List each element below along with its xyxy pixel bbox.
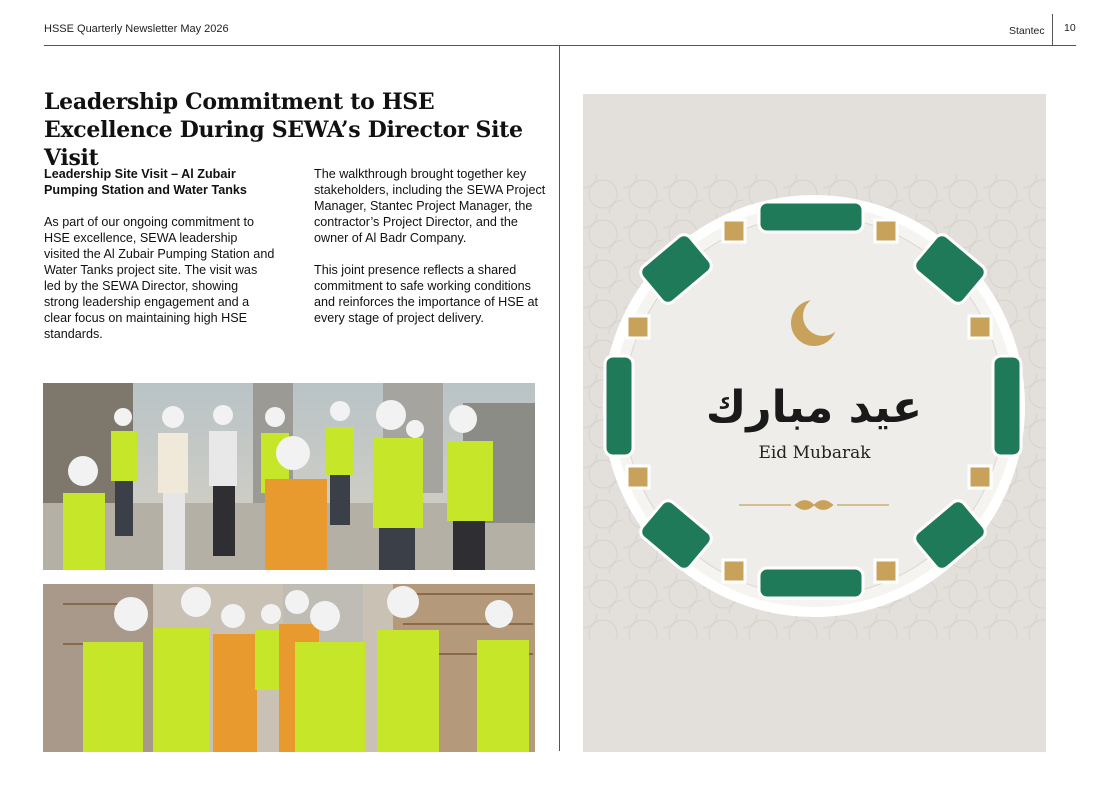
eid-arabic-calligraphy: عيد مبارك bbox=[705, 382, 923, 433]
article-column-2 bbox=[314, 166, 546, 342]
article-title: Leadership Commitment to HSE Excellence During SEWA’s Director Site Visit bbox=[44, 89, 523, 171]
newsletter-title: HSSE Quarterly Newsletter May 2026 bbox=[44, 23, 229, 35]
article-paragraph-3: This joint presence reflects a shared commitment to safe working conditions and reinforces the importance of HSE at every stage of project delivery. bbox=[314, 263, 539, 325]
site-visit-photo-2 bbox=[43, 584, 535, 752]
eid-caption: Eid Mubarak bbox=[758, 443, 871, 463]
column-divider bbox=[559, 46, 560, 751]
article-subheading: Leadership Site Visit – Al Zubair Pumping Station and Water Tanks bbox=[44, 167, 247, 197]
site-visit-photo-1 bbox=[43, 383, 535, 570]
header-rule bbox=[44, 45, 1076, 46]
article-paragraph-1: As part of our ongoing commitment to HSE excellence, SEWA leadership visited the Al Zubair Pumping Station and Water Tanks project site. The visit was led by the SEWA Director, showing strong leadership engagement and a clear focus on maintaining high HSE standards. bbox=[44, 215, 275, 341]
page-number: 10 bbox=[1064, 22, 1076, 34]
article-paragraph-2: The walkthrough brought together key stakeholders, including the SEWA Project Manager, Stantec Project Manager, the contractor’s Project Director, and the owner of Al Badr Company. bbox=[314, 167, 546, 245]
header-divider bbox=[1052, 14, 1053, 46]
article-column-1 bbox=[44, 166, 276, 358]
eid-greeting-card bbox=[583, 94, 1046, 752]
brand-name: Stantec bbox=[1009, 25, 1045, 37]
